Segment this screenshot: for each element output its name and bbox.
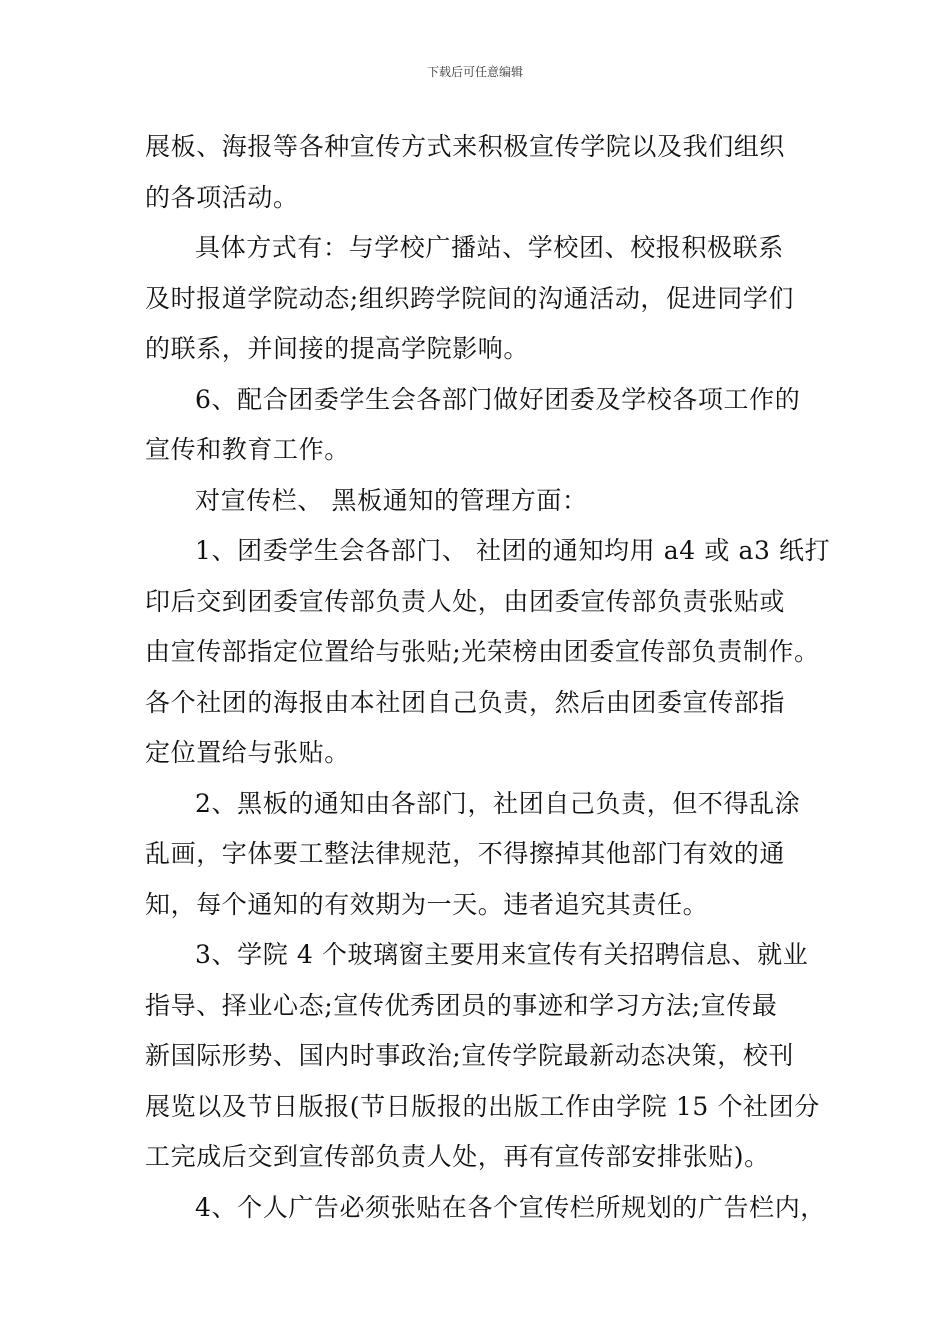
paragraph-line: 宣传和教育工作。 bbox=[145, 435, 350, 464]
paragraph-line: 指导、择业心态;宣传优秀团员的事迹和学习方法;宣传最 bbox=[145, 990, 778, 1020]
paragraph-line: 定位置给与张贴。 bbox=[145, 738, 350, 767]
paragraph-line: 展板、海报等各种宣传方式来积极宣传学院以及我们组织 bbox=[145, 132, 786, 161]
paragraph bbox=[145, 930, 820, 1183]
document-body bbox=[145, 122, 831, 1233]
paragraph-line: 各个社团的海报由本社团自己负责，然后由团委宣传部指 bbox=[145, 687, 786, 717]
paragraph-line: 印后交到团委宣传部负责人处，由团委宣传部负责张贴或 bbox=[145, 586, 786, 616]
page-header: 下载后可任意编辑 bbox=[426, 65, 523, 79]
paragraph-line: 新国际形势、国内时事政治;宣传学院最新动态决策，校刊 bbox=[145, 1041, 795, 1070]
paragraph bbox=[145, 223, 813, 375]
paragraph-line: 的各项活动。 bbox=[145, 182, 299, 212]
paragraph-line: 4、个人广告必须张贴在各个宣传栏所规划的广告栏内， bbox=[195, 1192, 826, 1222]
paragraph bbox=[145, 526, 831, 779]
paragraph-line: 工完成后交到宣传部负责人处，再有宣传部安排张贴)。 bbox=[145, 1142, 770, 1171]
paragraph-line: 知，每个通知的有效期为一天。违者追究其责任。 bbox=[145, 889, 709, 919]
paragraph-line: 及时报道学院动态;组织跨学院间的沟通活动，促进同学们 bbox=[145, 283, 795, 313]
paragraph-line: 6、配合团委学生会各部门做好团委及学校各项工作的 bbox=[195, 384, 801, 414]
paragraph-line: 展览以及节日版报(节日版报的出版工作由学院 15 个社团分 bbox=[145, 1091, 820, 1121]
paragraph-line: 对宣传栏、 黑板通知的管理方面： bbox=[195, 485, 588, 515]
paragraph bbox=[145, 476, 813, 527]
paragraph bbox=[145, 122, 813, 223]
paragraph-line: 具体方式有：与学校广播站、学校团、校报积极联系 bbox=[195, 233, 784, 262]
paragraph-line: 1、团委学生会各部门、 社团的通知均用 a4 或 a3 纸打 bbox=[195, 536, 831, 565]
paragraph-line: 3、学院 4 个玻璃窗主要用来宣传有关招聘信息、就业 bbox=[195, 940, 809, 969]
paragraph bbox=[145, 375, 813, 476]
paragraph-line: 乱画，字体要工整法律规范，不得擦掉其他部门有效的通 bbox=[145, 839, 786, 868]
paragraph-line: 的联系，并间接的提高学院影响。 bbox=[145, 334, 530, 363]
paragraph-line: 2、黑板的通知由各部门，社团自己负责，但不得乱涂 bbox=[195, 788, 801, 818]
paragraph bbox=[145, 779, 813, 931]
paragraph-line: 由宣传部指定位置给与张贴;光荣榜由团委宣传部负责制作。 bbox=[145, 637, 820, 666]
paragraph bbox=[145, 1183, 826, 1234]
